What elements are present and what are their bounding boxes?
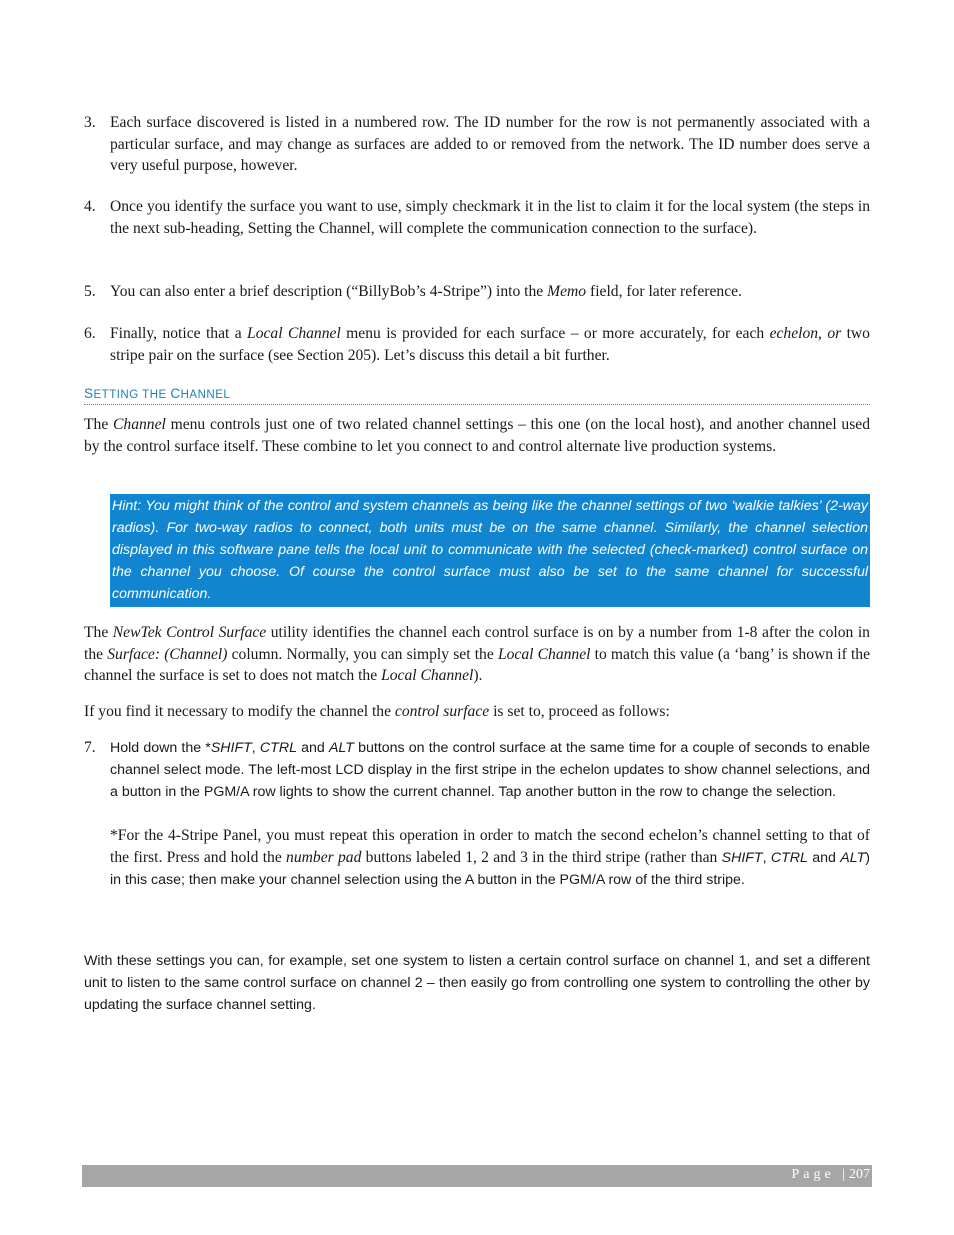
text: buttons on the control surface at the same time for a couple of seconds to enable channel select mode. The left-most LCD display in the first stripe in the echelon updates to show channel selections, and a button in the PGM/A row lights to show the current channel. Tap another button in the row to change the selection. — [110, 740, 870, 800]
list-text: You can also enter a brief description (“BillyBob’s 4-Stripe”) into the — [110, 283, 548, 300]
italic-term: Local Channel — [381, 667, 474, 684]
key-alt: ALT — [840, 850, 866, 866]
list-number: 3. — [84, 114, 96, 131]
page-number: 207 — [849, 1167, 870, 1182]
key-shift: SHIFT — [721, 850, 763, 866]
key-ctrl: CTRL — [259, 740, 297, 756]
list-item-6 — [84, 323, 870, 366]
list-text: Once you identify the surface you want to use, simply checkmark it in the list to claim it for the local system (the steps in the next sub-heading, Setting the Channel, will complete the communication connection to the surface). — [110, 198, 870, 237]
heading-initial: S — [84, 386, 94, 401]
list-number: 6. — [84, 325, 96, 342]
note-text: buttons labeled 1, 2 and 3 in the third stripe (rather than — [361, 849, 722, 866]
para-text: The — [84, 416, 113, 433]
list-text: menu is provided for each surface – or more accurately, for each — [340, 325, 770, 342]
paragraph-channel — [84, 414, 870, 457]
para-text: If you find it necessary to modify the channel the — [84, 703, 395, 720]
memo-term: Memo — [547, 283, 587, 300]
list-item-7 — [84, 737, 870, 891]
list-number: 4. — [84, 198, 96, 215]
paragraph-newtek — [84, 622, 870, 687]
heading-text: HANNEL — [180, 389, 231, 401]
list-item-4 — [84, 196, 870, 239]
list-note — [110, 825, 870, 891]
hint-box: Hint: You might think of the control and system channels as being like the channel settings of two ‘walkie talkies’ (2-way radios). For two-way radios to connect, both units must be on the same channel. Similarly, the channel selection displayed in this software pane tells the local unit to communicate with the selected (check-marked) control surface on the channel you choose. Of course the control surface must also be set to the same channel for successful communication. — [110, 494, 870, 607]
list-text: Each surface discovered is listed in a numbered row. The ID number for the row is not permanently associated with a particular surface, and may change as surfaces are added to or removed from the network. The ID number does serve a very useful purpose, however. — [110, 114, 870, 174]
text: Hold down the * — [110, 740, 211, 756]
list-item-5 — [84, 281, 870, 303]
page-indicator — [791, 1167, 870, 1183]
para-text: is set to, proceed as follows: — [489, 703, 670, 720]
para-text: menu controls just one of two related channel settings – this one (on the local host), and another channel used by the control surface itself. These combine to let you connect to and control alternate live production systems. — [84, 416, 870, 455]
italic-term: control surface — [394, 703, 490, 720]
list-text: Finally, notice that a — [110, 325, 248, 342]
list-text: two stripe pair on the surface (see Section 205). Let’s discuss this detail a bit further. — [110, 325, 870, 364]
list-text — [110, 737, 870, 803]
paragraph-modify — [84, 701, 870, 723]
text: and — [296, 740, 329, 756]
italic-term: Local Channel — [497, 645, 591, 663]
key-shift: SHIFT — [210, 740, 252, 756]
para-text: column. Normally, you can simply set the — [227, 645, 498, 663]
note-text: *For the 4-Stripe Panel, you must repeat this operation in order to match the second echelon’s channel setting to that of the first. Press and hold the — [110, 827, 870, 866]
page-footer — [82, 1165, 872, 1187]
para-text: utility identifies the channel each control surface is on by a number from 1-8 after the colon in the — [84, 624, 870, 663]
italic-term: NewTek Control Surface — [112, 624, 267, 641]
key-ctrl: CTRL — [770, 850, 808, 866]
paragraph-final: With these settings you can, for example, set one system to listen a certain control surface on channel 1, and set a different unit to listen to the same control surface on channel 2 – then easily go from controlling one system to controlling the other by updating the surface channel setting. — [84, 953, 870, 1013]
para-text: The — [84, 624, 113, 641]
section-heading — [84, 386, 870, 405]
para-text: to match this value (a ‘bang’ is shown if the channel the surface is set to does not match the — [84, 645, 870, 684]
key-alt: ALT — [328, 740, 354, 756]
list-number: 7. — [84, 739, 96, 756]
note-text: , — [762, 850, 771, 866]
list-item-3 — [84, 112, 870, 177]
italic-term: Surface: (Channel) — [107, 645, 228, 663]
channel-term: Channel — [113, 416, 166, 433]
note-text: ) in this case; then make your channel selection using the A button in the PGM/A row of the third stripe. — [110, 850, 870, 888]
heading-text: ETTING THE — [93, 389, 171, 401]
list-text: field, for later reference. — [586, 283, 742, 300]
page-label: Page | — [791, 1167, 849, 1182]
note-text: and — [807, 850, 841, 866]
echelon-term: echelon, or — [769, 325, 842, 342]
local-channel-term: Local Channel — [247, 325, 341, 342]
list-number: 5. — [84, 283, 96, 300]
number-pad-term: number pad — [286, 849, 362, 866]
heading-initial: C — [170, 386, 181, 401]
text: , — [251, 740, 260, 756]
para-text: ). — [473, 667, 483, 684]
